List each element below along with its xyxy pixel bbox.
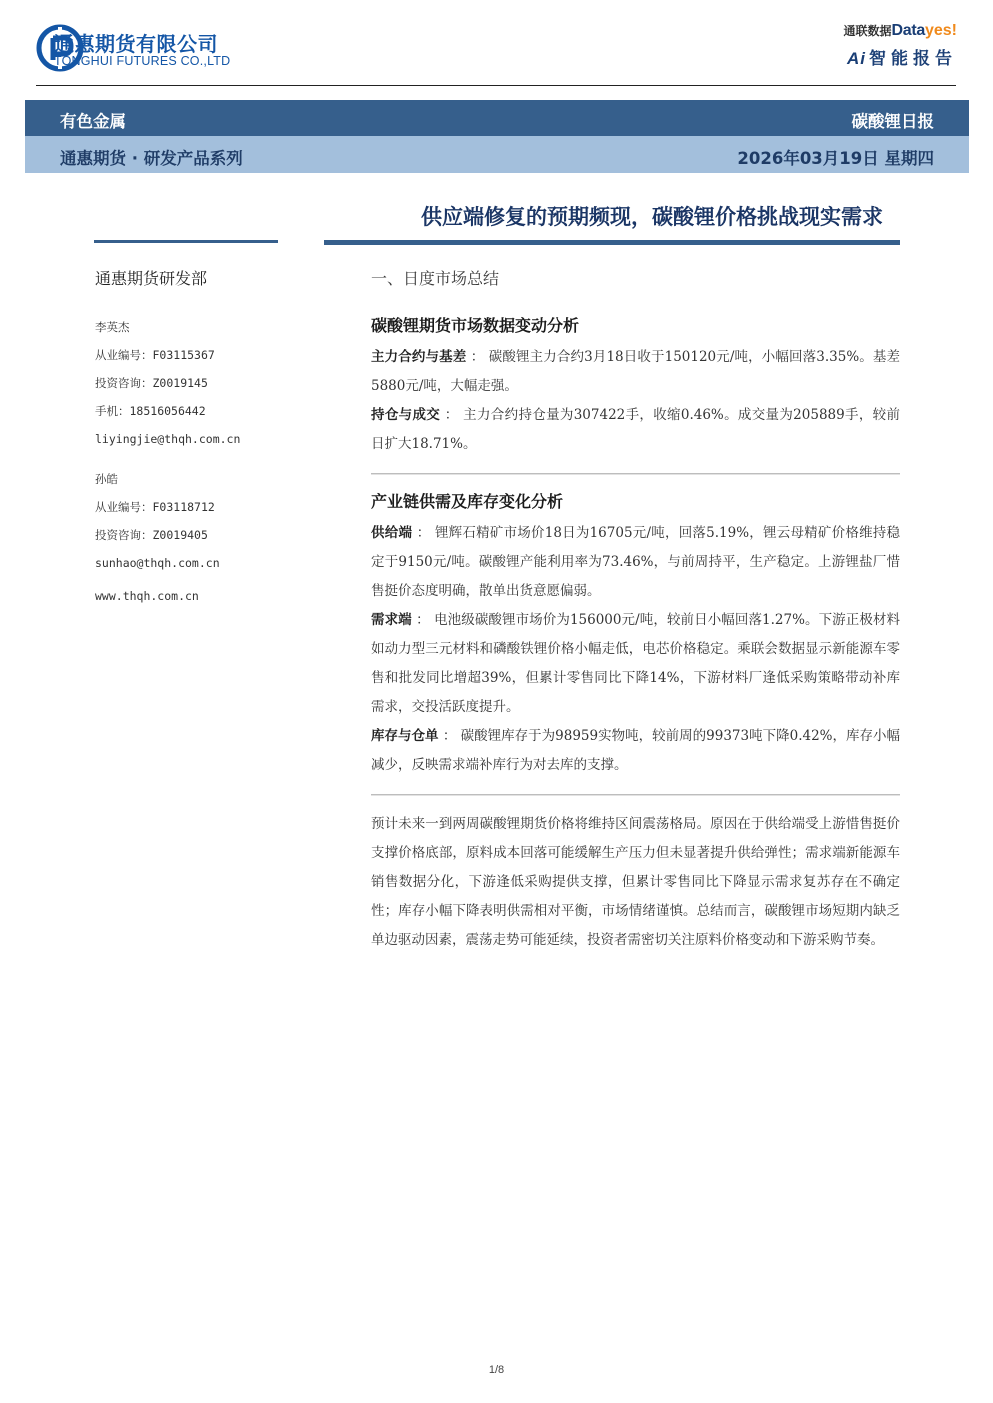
report-type-label: 碳酸锂日报 bbox=[851, 112, 934, 131]
section-divider bbox=[371, 473, 900, 475]
analyst-name: 孙皓 bbox=[95, 472, 118, 486]
sidebar-title-rule bbox=[94, 240, 278, 243]
analyst-license: 从业编号：F03118712 bbox=[95, 500, 215, 514]
paragraph-text: ： 锂辉石精矿市场价18日为16705元/吨，回落5.19%，锂云母精矿价格维持稳定于9150元/吨。碳酸锂产能利用率为73.46%，与前周持平，生产稳定。上游锂盐厂惜售挺价态度明确，散单出货意愿偏弱。 bbox=[371, 525, 901, 599]
ai-label: Ai bbox=[847, 49, 866, 68]
paragraph-lead: 主力合约与基差 bbox=[371, 349, 467, 365]
paragraph-text: ： 碳酸锂库存于为98959实物吨，较前周的99373吨下降0.42%，库存小幅减少，反映需求端补库行为对去库的支撑。 bbox=[371, 728, 901, 773]
outlook-paragraph: 预计未来一到两周碳酸锂期货价格将维持区间震荡格局。原因在于供给端受上游惜售挺价支撑价格底部，原料成本回落可能缓解生产压力但未显著提升供给弹性；需求端新能源车销售数据分化，下游逢低采购提供支撑，但累计零售同比下降显示需求复苏存在不确定性；库存小幅下降表明供需相对平衡，市场情绪谨慎。总结而言，碳酸锂市场短期内缺乏单边驱动因素，震荡走势可能延续，投资者需密切关注原料价格变动和下游采购节奏。 bbox=[371, 816, 900, 948]
datayes-logo bbox=[777, 22, 957, 40]
analyst-name: 李英杰 bbox=[95, 320, 130, 334]
analyst-sidebar bbox=[95, 266, 295, 603]
website-link[interactable]: www.thqh.com.cn bbox=[95, 589, 199, 603]
company-name-en: TONGHUI FUTURES CO.,LTD bbox=[54, 54, 231, 68]
supply-chain-paragraph bbox=[371, 606, 900, 722]
supply-chain-paragraph bbox=[371, 519, 900, 606]
analyst-phone: 手机：18516056442 bbox=[95, 404, 206, 418]
page-number: 1/8 bbox=[488, 1364, 505, 1376]
ai-report-text: 智能报告 bbox=[869, 49, 957, 69]
paragraph-lead: 持仓与成交 bbox=[371, 407, 441, 423]
analyst-license: 从业编号：F03115367 bbox=[95, 348, 215, 362]
analyst-consult-id: 投资咨询：Z0019405 bbox=[95, 528, 208, 542]
paragraph-text: ： 碳酸锂主力合约3月18日收于150120元/吨，小幅回落3.35%。基差5880元/吨，大幅走强。 bbox=[371, 349, 900, 394]
series-band bbox=[25, 136, 969, 173]
paragraph-lead: 需求端 bbox=[371, 612, 412, 628]
paragraph-text: ： 主力合约持仓量为307422手，收缩0.46%。成交量为205889手，较前日扩大18.71%。 bbox=[371, 407, 900, 452]
futures-paragraph bbox=[371, 401, 900, 459]
paragraph-text: ： 电池级碳酸锂市场价为156000元/吨，较前日小幅回落1.27%。下游正极材料如动力型三元材料和磷酸铁锂价格小幅走低，电芯价格稳定。乘联会数据显示新能源车零售和批发同比增超39%，但累计零售同比下降14%，下游材料厂逢低采购策略带动补库需求，交投活跃度提升。 bbox=[371, 612, 901, 715]
futures-analysis-heading: 碳酸锂期货市场数据变动分析 bbox=[371, 316, 580, 335]
supply-chain-heading: 产业链供需及库存变化分析 bbox=[371, 492, 564, 511]
partner-name-data: Data bbox=[891, 22, 925, 39]
series-label: 通惠期货 · 研发产品系列 bbox=[60, 149, 243, 168]
analyst-consult-id: 投资咨询：Z0019145 bbox=[95, 376, 208, 390]
analyst-email[interactable]: liyingjie@thqh.com.cn bbox=[95, 432, 241, 446]
department-name: 通惠期货研发部 bbox=[95, 269, 208, 288]
datayes-ai-report-logo bbox=[777, 22, 957, 74]
analyst-card bbox=[95, 313, 295, 453]
partner-name-cn: 通联数据 bbox=[843, 24, 892, 38]
analyst-card bbox=[95, 465, 295, 577]
main-title-rule bbox=[324, 240, 900, 245]
category-label: 有色金属 bbox=[60, 112, 126, 131]
analyst-email[interactable]: sunhao@thqh.com.cn bbox=[95, 556, 220, 570]
report-date: 2026年03月19日 星期四 bbox=[737, 149, 934, 168]
paragraph-lead: 供给端 bbox=[371, 525, 413, 541]
report-title: 供应端修复的预期频现，碳酸锂价格挑战现实需求 bbox=[421, 205, 883, 229]
main-content bbox=[371, 266, 900, 955]
partner-name-yes: yes! bbox=[924, 22, 957, 39]
section-divider bbox=[371, 794, 900, 796]
section-heading: 一、日度市场总结 bbox=[371, 269, 500, 288]
supply-chain-paragraph bbox=[371, 722, 900, 780]
category-band bbox=[25, 100, 969, 136]
company-name-cn: 通惠期货有限公司 bbox=[54, 32, 218, 56]
futures-paragraph bbox=[371, 343, 900, 401]
header-divider bbox=[36, 85, 956, 86]
paragraph-lead: 库存与仓单 bbox=[371, 728, 439, 744]
ai-report-label bbox=[777, 44, 957, 69]
